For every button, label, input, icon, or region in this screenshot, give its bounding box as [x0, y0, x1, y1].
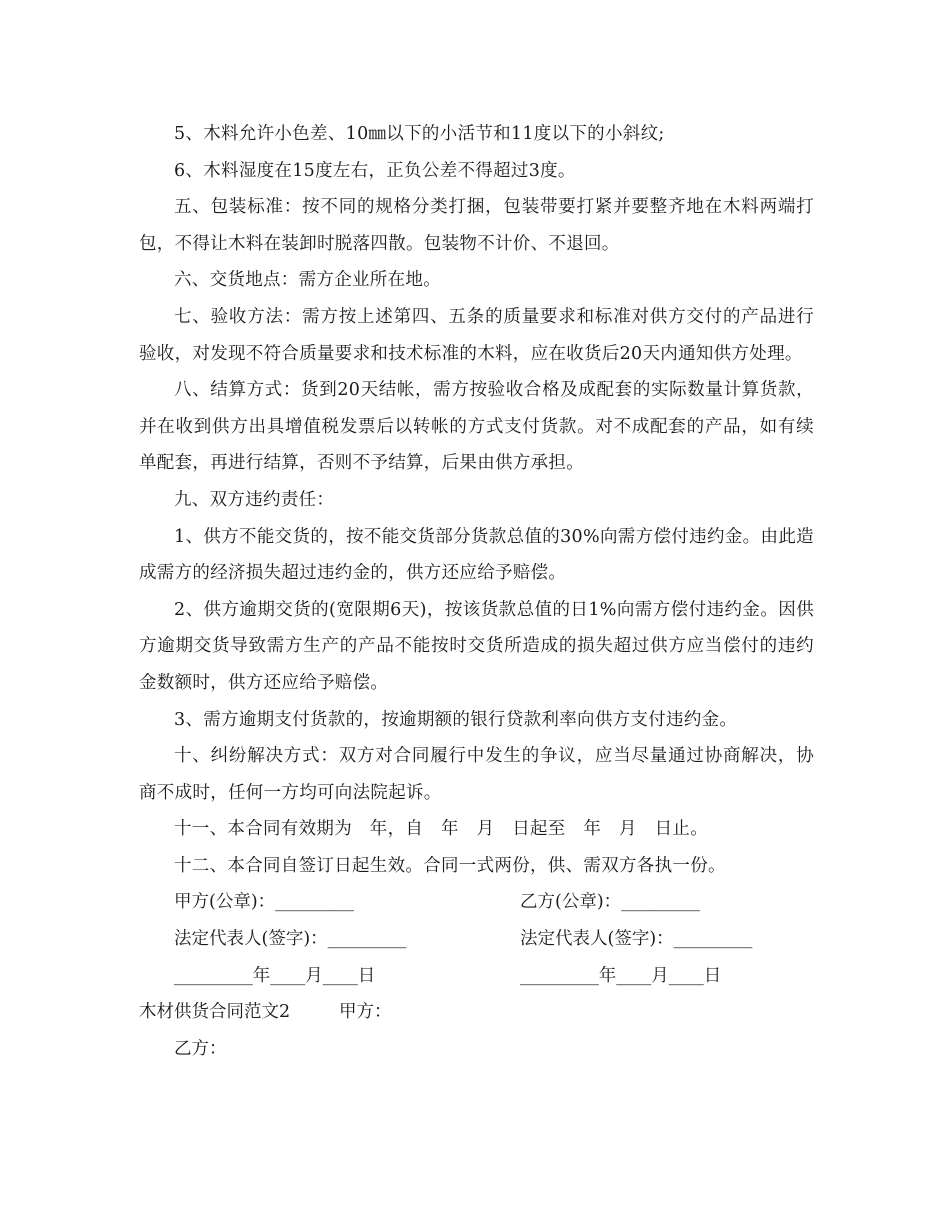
clause-packaging: 五、包装标准：按不同的规格分类打捆，包装带要打紧并要整齐地在木料两端打包，不得让木料在装卸时脱落四散。包装物不计价、不退回。 — [139, 197, 814, 254]
signature-seal-row — [139, 884, 814, 921]
clause-dispute: 十、纠纷解决方式：双方对合同履行中发生的争议，应当尽量通过协商解决，协商不成时，任何一方均可向法院起诉。 — [139, 746, 814, 803]
next-party-a: 甲方： — [339, 1002, 392, 1023]
clause-effective: 十二、本合同自签订日起生效。合同一式两份，供、需双方各执一份。 — [174, 855, 726, 876]
party-a-date: _________年____月____日 — [174, 965, 376, 986]
clause-settlement: 八、结算方式：货到20天结帐，需方按验收合格及成配套的实际数量计算货款，并在收到供方出具增值税发票后以转帐的方式支付货款。对不成配套的产品，如有续单配套，再进行结算，否则不予结算，后果由供方承担。 — [139, 380, 814, 474]
contract-body — [139, 116, 814, 1067]
party-a-rep: 法定代表人(签字)：_________ — [174, 929, 407, 950]
next-contract-title-row — [139, 994, 814, 1031]
clause-delivery-location: 六、交货地点：需方企业所在地。 — [174, 270, 441, 291]
party-b-date: _________年____月____日 — [520, 965, 722, 986]
signature-rep-row — [139, 921, 814, 958]
next-party-b: 乙方： — [174, 1038, 227, 1059]
clause-breach-heading: 九、双方违约责任： — [174, 489, 335, 510]
clause-breach-2: 2、供方逾期交货的(宽限期6天)，按该货款总值的日1%向需方偿付违约金。因供方逾期交货导致需方生产的产品不能按时交货所造成的损失超过供方应当偿付的违约金数额时，供方还应给予赔偿。 — [139, 599, 814, 693]
signature-date-row — [139, 958, 814, 995]
next-contract-title: 木材供货合同范文2 — [139, 1002, 291, 1023]
clause-breach-3: 3、需方逾期支付货款的，按逾期额的银行贷款利率向供方支付违约金。 — [174, 709, 738, 730]
party-b-seal: 乙方(公章)：_________ — [520, 892, 700, 913]
clause-breach-1: 1、供方不能交货的，按不能交货部分货款总值的30%向需方偿付违约金。由此造成需方的经济损失超过违约金的，供方还应给予赔偿。 — [139, 526, 814, 584]
clause-wood-humidity: 6、木料湿度在15度左右，正负公差不得超过3度。 — [174, 160, 576, 181]
party-a-seal: 甲方(公章)：_________ — [174, 892, 354, 913]
clause-validity: 十一、本合同有效期为 年，自 年 月 日起至 年 月 日止。 — [174, 819, 708, 840]
next-party-b-row — [139, 1031, 814, 1068]
clause-wood-knots: 5、木料允许小色差、10㎜以下的小活节和11度以下的小斜纹; — [174, 124, 665, 144]
party-b-rep: 法定代表人(签字)：_________ — [520, 929, 753, 950]
clause-acceptance: 七、验收方法：需方按上述第四、五条的质量要求和标准对供方交付的产品进行验收，对发现不符合质量要求和技术标准的木料，应在收货后20天内通知供方处理。 — [139, 306, 814, 364]
